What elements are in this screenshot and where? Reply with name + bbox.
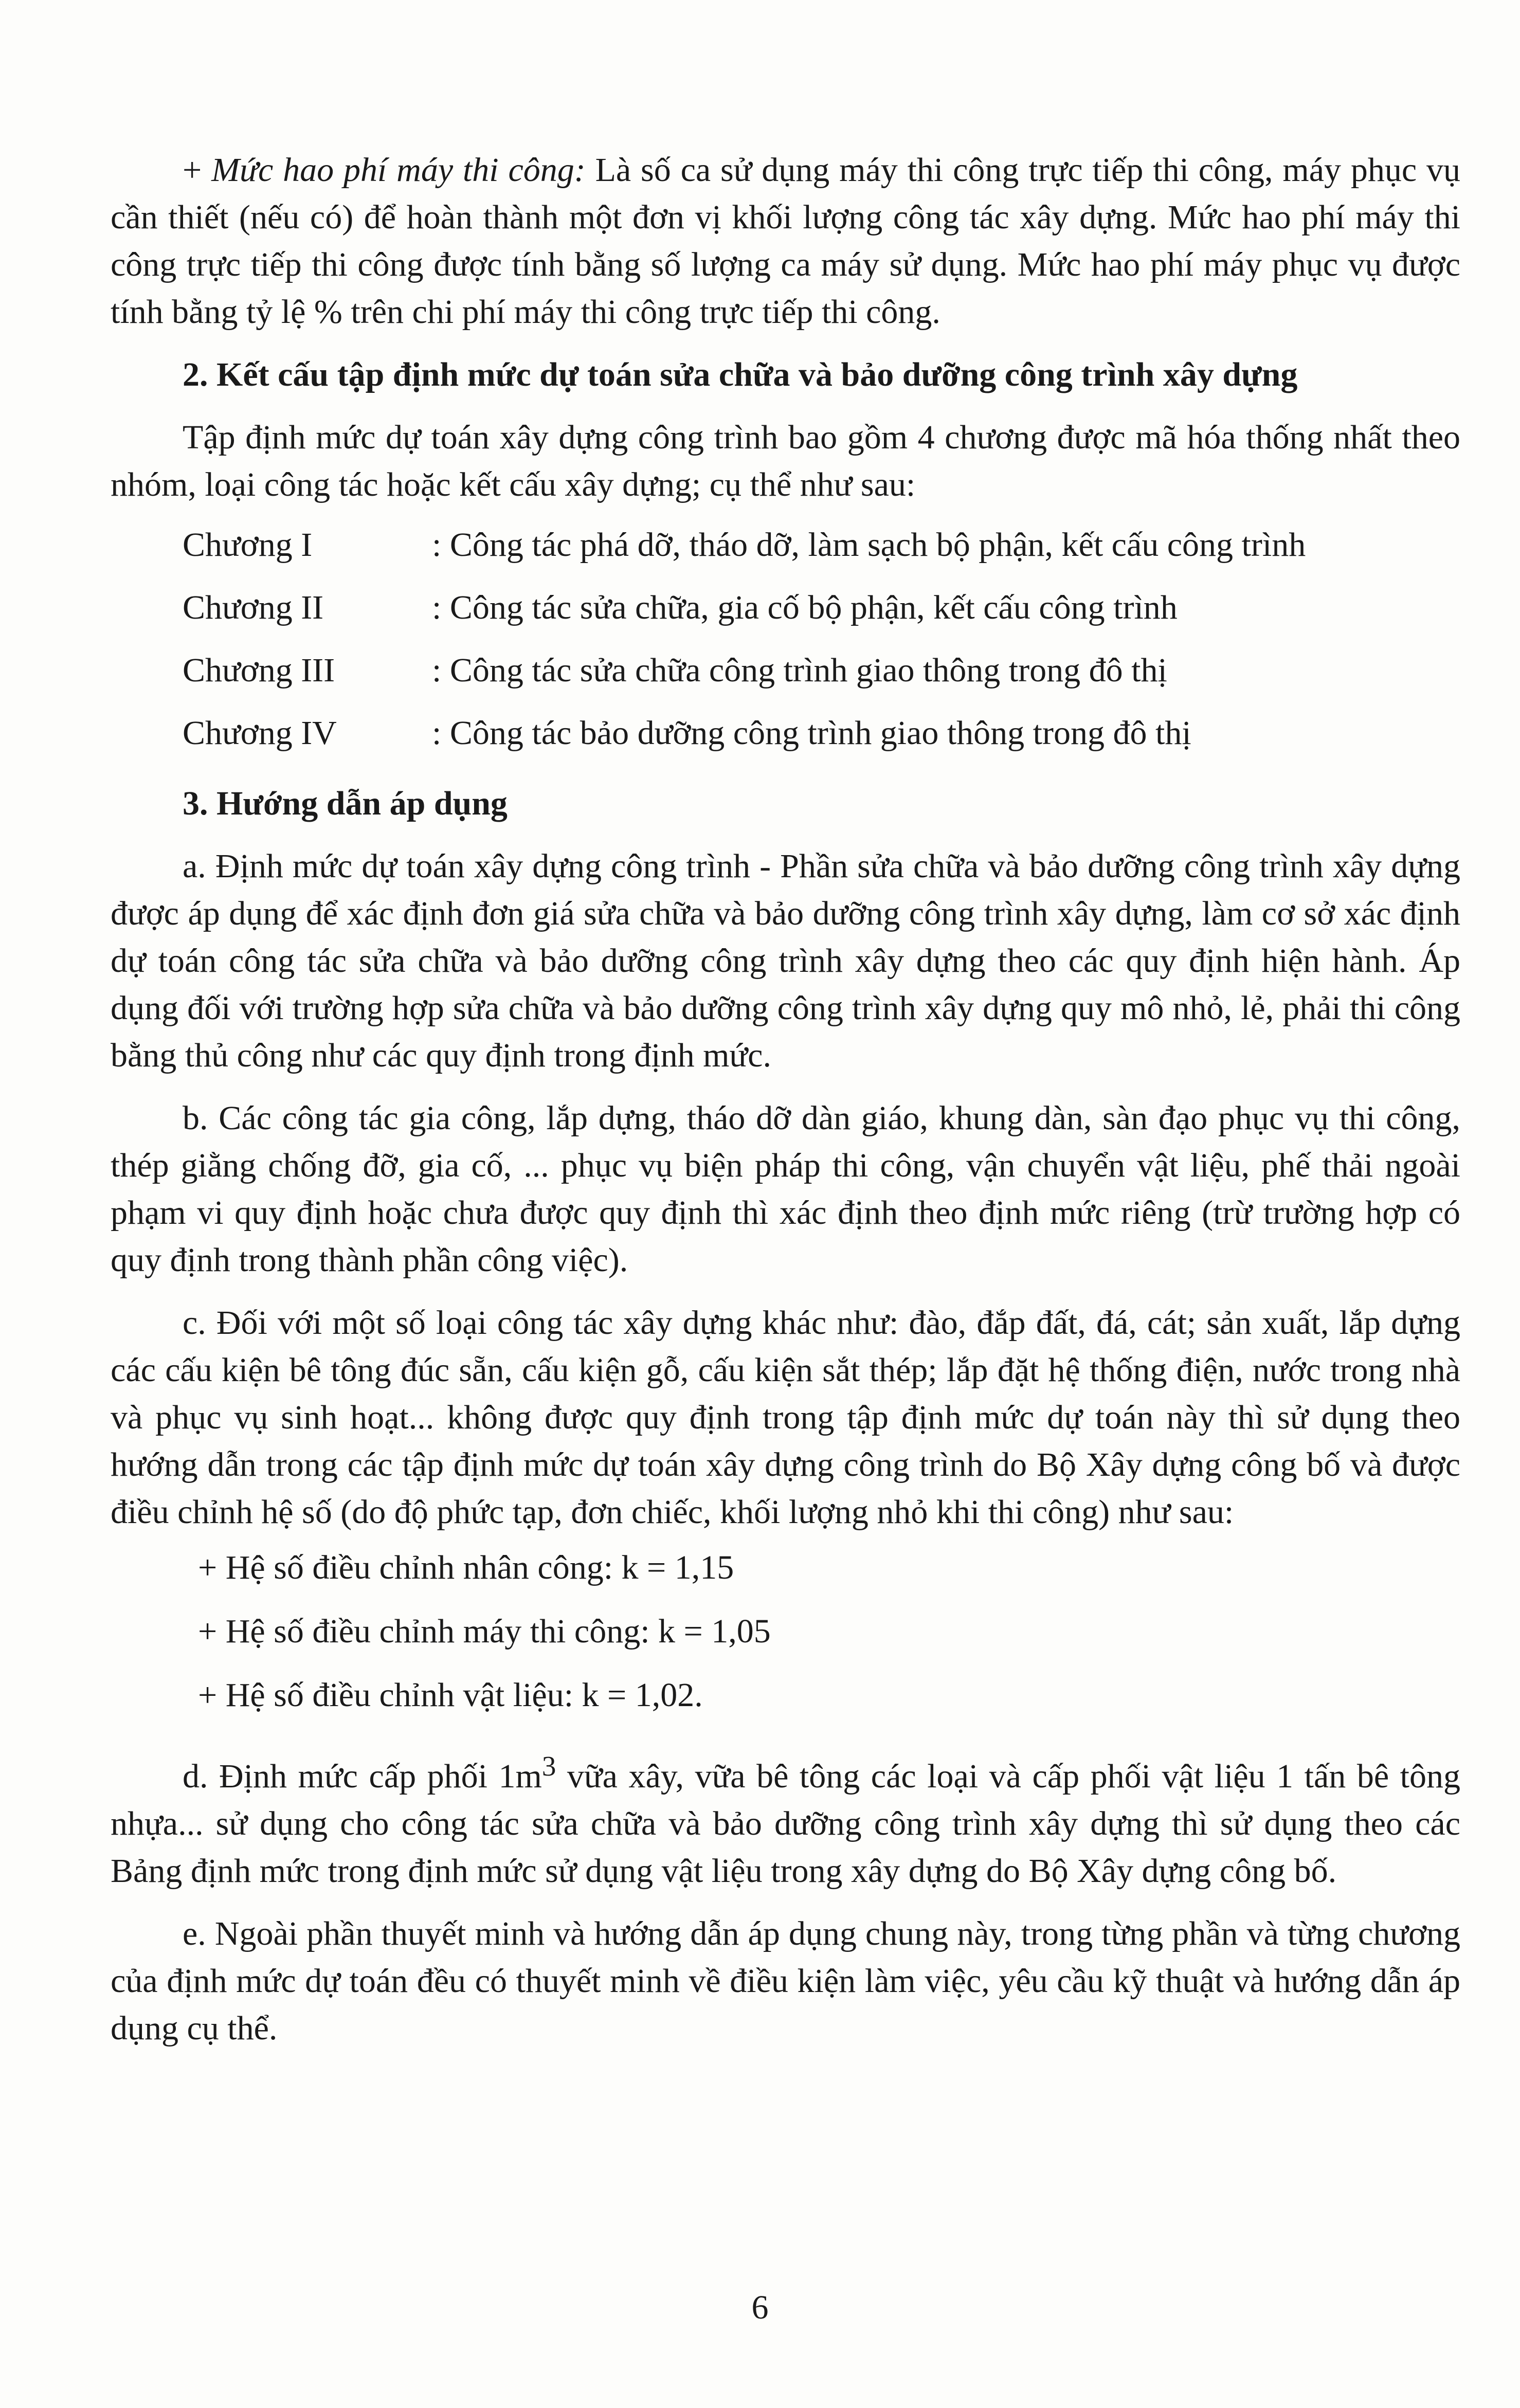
chapter-label: Chương II	[183, 589, 324, 626]
coefficient-labor: + Hệ số điều chỉnh nhân công: k = 1,15	[198, 1549, 734, 1586]
chapter-description: : Công tác phá dỡ, tháo dỡ, làm sạch bộ phận, kết cấu công trình	[432, 526, 1306, 564]
intro-paragraph	[111, 147, 1460, 336]
intro-prefix: +	[183, 151, 212, 189]
chapter-row	[111, 576, 1460, 639]
intro-term: Mức hao phí máy thi công:	[211, 151, 586, 189]
paragraph-b: b. Các công tác gia công, lắp dựng, tháo dỡ dàn giáo, khung dàn, sàn đạo phục vụ thi công, thép giằng chống đỡ, gia cố, ... phục vụ biện pháp thi công, vận chuyển vật liệu, phế thải ngoài phạm vi quy định hoặc chưa được quy định thì xác định theo định mức riêng (trừ trường hợp có quy định trong thành phần công việc).	[111, 1099, 1460, 1279]
paragraph-d-start: d. Định mức cấp phối 1m	[183, 1758, 542, 1795]
coefficient-machine: + Hệ số điều chỉnh máy thi công: k = 1,05	[198, 1613, 771, 1650]
chapter-description: : Công tác bảo dưỡng công trình giao thông trong đô thị	[432, 714, 1191, 752]
chapter-row	[111, 639, 1460, 702]
section-3-heading: 3. Hướng dẫn áp dụng	[183, 785, 508, 822]
section-2-heading: 2. Kết cấu tập định mức dự toán sửa chữa và bảo dưỡng công trình xây dựng	[183, 356, 1298, 393]
coefficient-list	[111, 1536, 1460, 1727]
chapter-row	[111, 514, 1460, 576]
paragraph-e: e. Ngoài phần thuyết minh và hướng dẫn áp dụng chung này, trong từng phần và từng chương của định mức dự toán đều có thuyết minh về điều kiện làm việc, yêu cầu kỹ thuật và hướng dẫn áp dụng cụ thể.	[111, 1915, 1460, 2047]
page-number: 6	[751, 2289, 769, 2326]
paragraph-c: c. Đối với một số loại công tác xây dựng khác như: đào, đắp đất, đá, cát; sản xuất, lắp dựng các cấu kiện bê tông đúc sẵn, cấu kiện gỗ, cấu kiện sắt thép; lắp đặt hệ thống điện, nước trong nhà và phục vụ sinh hoạt... không được quy định trong tập định mức dự toán này thì sử dụng theo hướng dẫn trong các tập định mức dự toán xây dựng công trình do Bộ Xây dựng công bố và được điều chỉnh hệ số (do độ phức tạp, đơn chiếc, khối lượng nhỏ khi thi công) như sau:	[111, 1304, 1460, 1531]
paragraph-a: a. Định mức dự toán xây dựng công trình - Phần sửa chữa và bảo dưỡng công trình xây dựng được áp dụng để xác định đơn giá sửa chữa và bảo dưỡng công trình xây dựng, làm cơ sở xác định dự toán công tác sửa chữa và bảo dưỡng công trình xây dựng theo các quy định hiện hành. Áp dụng đối với trường hợp sửa chữa và bảo dưỡng công trình xây dựng quy mô nhỏ, lẻ, phải thi công bằng thủ công như các quy định trong định mức.	[111, 847, 1460, 1074]
coefficient-material: + Hệ số điều chỉnh vật liệu: k = 1,02.	[198, 1676, 703, 1714]
page-content	[111, 147, 1460, 2052]
chapter-label: Chương IV	[183, 714, 337, 752]
chapter-list	[111, 514, 1460, 765]
chapter-row	[111, 702, 1460, 765]
paragraph-d-rest: vữa xây, vữa bê tông các loại và cấp phối vật liệu 1 tấn bê tông nhựa... sử dụng cho công tác sửa chữa và bảo dưỡng công trình xây dựng thì sử dụng theo các Bảng định mức trong định mức sử dụng vật liệu trong xây dựng do Bộ Xây dựng công bố.	[111, 1758, 1461, 1890]
chapter-description: : Công tác sửa chữa công trình giao thông trong đô thị	[432, 651, 1167, 689]
section-2-intro: Tập định mức dự toán xây dựng công trình bao gồm 4 chương được mã hóa thống nhất theo nhóm, loại công tác hoặc kết cấu xây dựng; cụ thể như sau:	[111, 419, 1460, 503]
superscript-3: 3	[541, 1750, 556, 1782]
chapter-label: Chương I	[183, 526, 313, 564]
intro-text: Là số ca sử dụng máy thi công trực tiếp thi công, máy phục vụ cần thiết (nếu có) để hoàn thành một đơn vị khối lượng công tác xây dựng. Mức hao phí máy thi công trực tiếp thi công được tính bằng số lượng ca máy sử dụng. Mức hao phí máy phục vụ được tính bằng tỷ lệ % trên chi phí máy thi công trực tiếp thi công.	[111, 151, 1460, 331]
chapter-label: Chương III	[183, 651, 335, 689]
paragraph-d	[111, 1743, 1460, 1895]
chapter-description: : Công tác sửa chữa, gia cố bộ phận, kết cấu công trình	[432, 589, 1178, 626]
